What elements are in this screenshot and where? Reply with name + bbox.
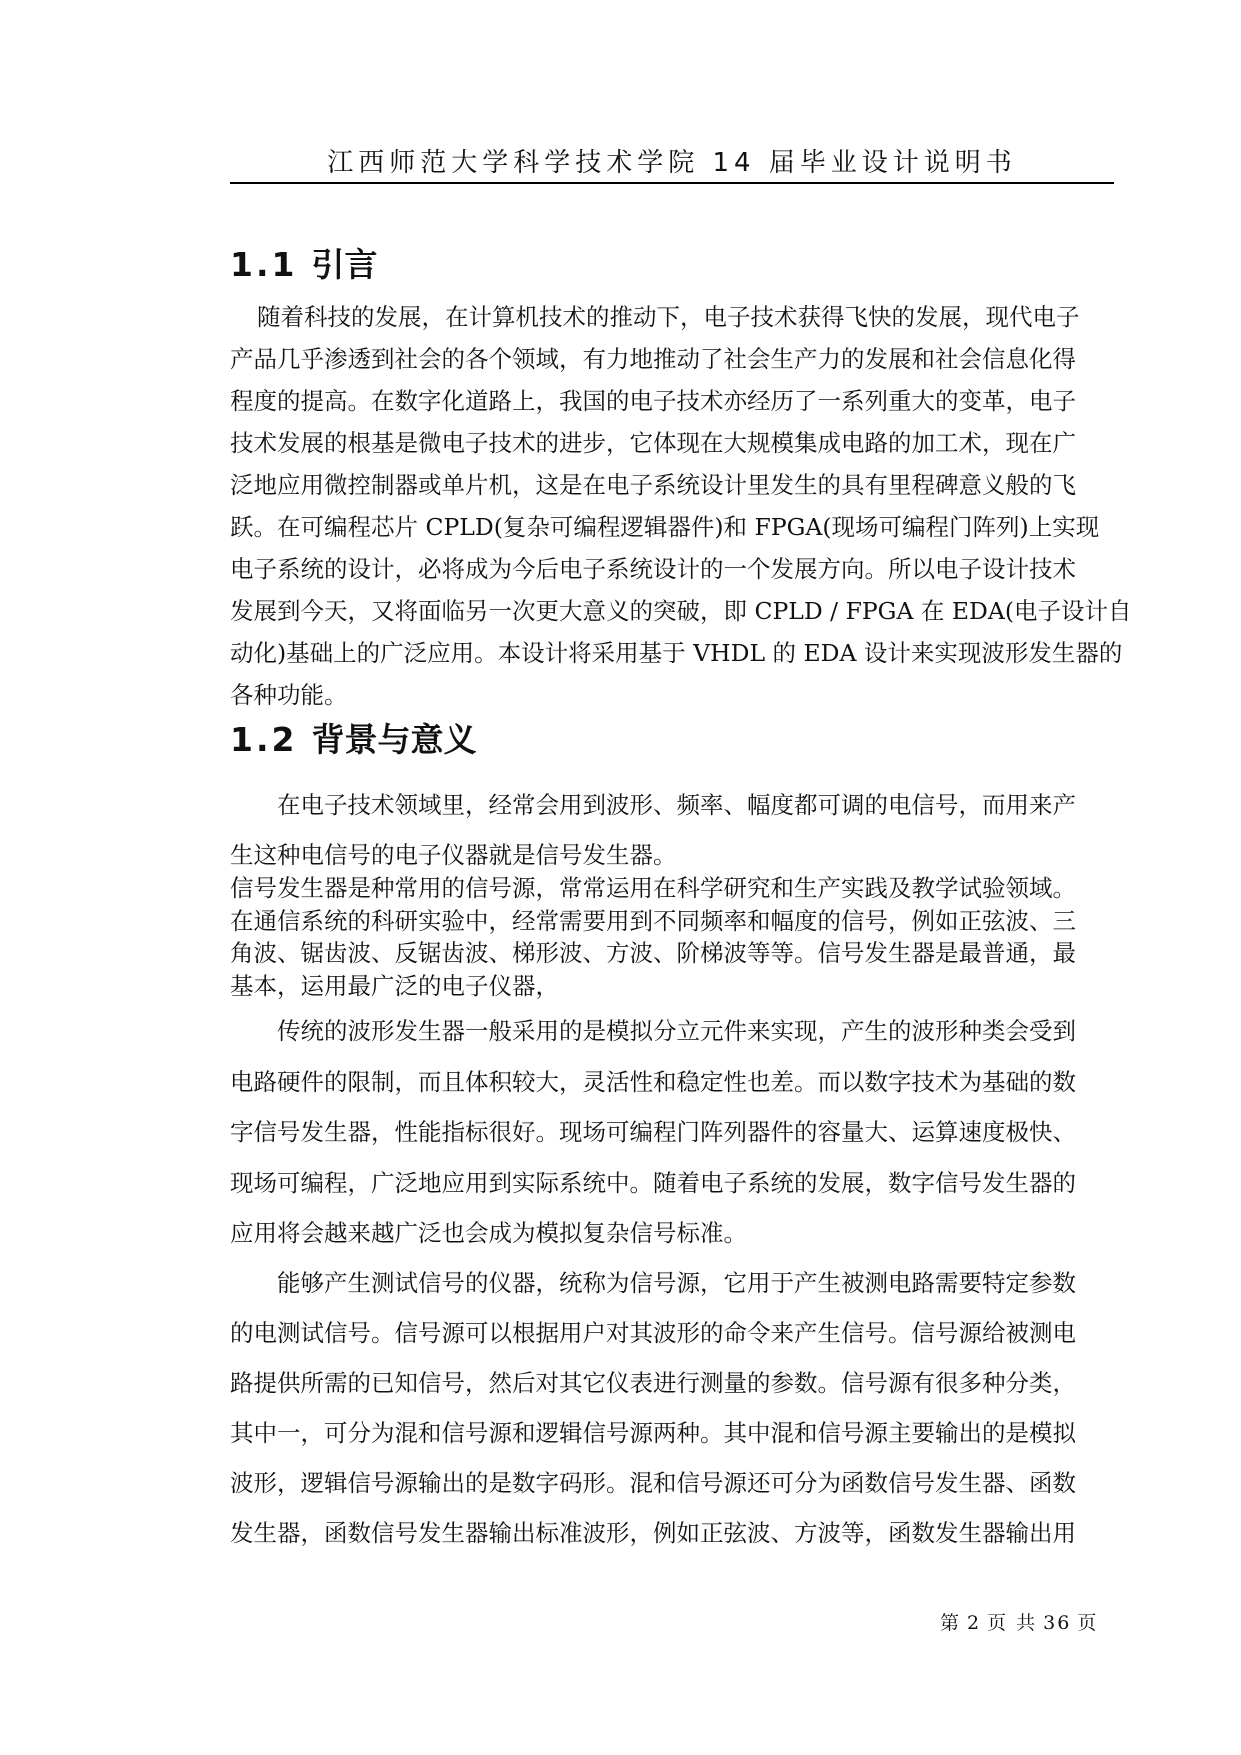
section-number: 1.1	[230, 245, 298, 284]
text-line: 技术发展的根基是微电子技术的进步，它体现在大规模集成电路的加工术，现在广	[230, 429, 1076, 457]
footer-prefix: 第	[940, 1612, 962, 1634]
text-line: 路提供所需的已知信号，然后对其它仪表进行测量的参数。信号源有很多种分类，	[230, 1369, 1076, 1397]
text-line: 在电子技术领域里，经常会用到波形、频率、幅度都可调的电信号，而用来产	[277, 791, 1076, 819]
text-line: 现场可编程，广泛地应用到实际系统中。随着电子系统的发展，数字信号发生器的	[230, 1168, 1076, 1197]
background-paragraph-4	[230, 1258, 1114, 1558]
text-line: 波形，逻辑信号源输出的是数字码形。混和信号源还可分为函数信号发生器、函数	[230, 1469, 1076, 1497]
text-line: 能够产生测试信号的仪器，统称为信号源，它用于产生被测电路需要特定参数	[277, 1269, 1076, 1297]
text-line: 基本，运用最广泛的电子仪器，	[230, 971, 559, 1000]
footer-page-number: 2	[967, 1612, 982, 1634]
footer-suffix: 页	[1077, 1612, 1099, 1634]
text-line: 应用将会越来越广泛也会成为模拟复杂信号标准。	[230, 1219, 747, 1247]
text-line: 生这种电信号的电子仪器就是信号发生器。	[230, 841, 677, 869]
footer-total-pages: 36	[1043, 1612, 1072, 1634]
text-line: 信号发生器是种常用的信号源，常常运用在科学研究和生产实践及教学试验领域。	[230, 874, 1076, 902]
section-heading-background	[230, 716, 476, 764]
text-line: 发展到今天，又将面临另一次更大意义的突破，即 CPLD / FPGA 在 EDA(电子设计自	[230, 597, 1132, 625]
text-line: 角波、锯齿波、反锯齿波、梯形波、方波、阶梯波等等。信号发生器是最普通，最	[230, 939, 1076, 967]
section-heading-intro	[230, 240, 377, 290]
page-header	[230, 146, 1114, 184]
text-line: 的电测试信号。信号源可以根据用户对其波形的命令来产生信号。信号源给被测电	[230, 1319, 1076, 1347]
section-title: 背景与意义	[311, 720, 477, 759]
section-title: 引言	[311, 245, 378, 284]
section-number: 1.2	[230, 720, 298, 759]
text-line: 字信号发生器，性能指标很好。现场可编程门阵列器件的容量大、运算速度极快、	[230, 1118, 1076, 1146]
intro-paragraph	[230, 296, 1132, 716]
text-line: 发生器，函数信号发生器输出标准波形，例如正弦波、方波等，函数发生器输出用	[230, 1519, 1076, 1547]
text-line: 泛地应用微控制器或单片机，这是在电子系统设计里发生的具有里程碑意义般的飞	[230, 471, 1076, 499]
text-line: 程度的提高。在数字化道路上，我国的电子技术亦经历了一系列重大的变革，电子	[230, 387, 1076, 415]
text-line: 在通信系统的科研实验中，经常需要用到不同频率和幅度的信号，例如正弦波、三	[230, 906, 1076, 935]
footer-middle: 页 共	[987, 1612, 1038, 1634]
text-line: 动化)基础上的广泛应用。本设计将采用基于 VHDL 的 EDA 设计来实现波形发生器的	[230, 639, 1123, 667]
text-line: 跃。在可编程芯片 CPLD(复杂可编程逻辑器件)和 FPGA(现场可编程门阵列)上实现	[230, 513, 1100, 541]
text-line: 随着科技的发展，在计算机技术的推动下，电子技术获得飞快的发展，现代电子	[257, 303, 1080, 331]
page-footer	[940, 1608, 1104, 1635]
background-paragraph-1	[230, 780, 1114, 880]
text-line: 各种功能。	[230, 681, 348, 709]
text-line: 电子系统的设计，必将成为今后电子系统设计的一个发展方向。所以电子设计技术	[230, 555, 1076, 583]
header-title: 江西师范大学科学技术学院 14 届毕业设计说明书	[327, 148, 1017, 178]
text-line: 传统的波形发生器一般采用的是模拟分立元件来实现，产生的波形种类会受到	[277, 1017, 1076, 1045]
text-line: 产品几乎渗透到社会的各个领域，有力地推动了社会生产力的发展和社会信息化得	[230, 345, 1076, 373]
background-paragraph-2	[230, 872, 1114, 1002]
text-line: 其中一，可分为混和信号源和逻辑信号源两种。其中混和信号源主要输出的是模拟	[230, 1419, 1076, 1447]
background-paragraph-3	[230, 1006, 1114, 1259]
text-line: 电路硬件的限制，而且体积较大，灵活性和稳定性也差。而以数字技术为基础的数	[230, 1067, 1076, 1096]
